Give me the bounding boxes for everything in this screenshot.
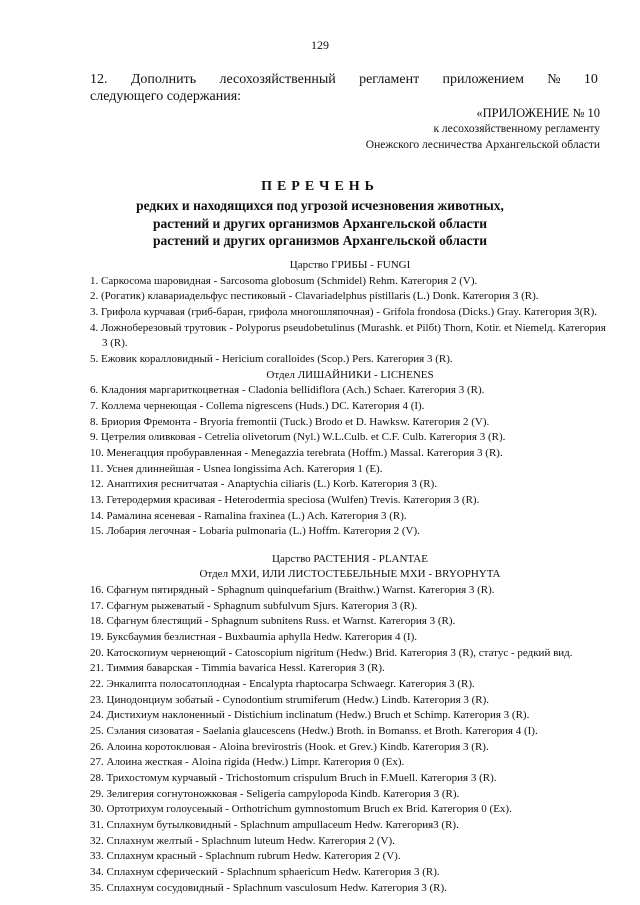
species-entry: 18. Сфагнум блестящий - Sphagnum subnitens Russ. et Warnst. Категория 3 (R).: [90, 615, 456, 628]
species-entry: 20. Катоскопиум чернеющий - Catoscopium nigritum (Hedw.) Brid. Категория 3 (R), статус - редкий вид.: [90, 646, 573, 659]
species-entry: 2. (Рогатик) клавариадельфус пестиковый - Clavariadelphus pistillaris (L.) Donk. Категория 3 (R).: [90, 290, 539, 303]
species-entry: 17. Сфагнум рыжеватый - Sphagnum subfulvum Sjurs. Категория 3 (R).: [90, 599, 418, 612]
species-list: [90, 258, 610, 896]
page-number: 129: [311, 38, 329, 52]
species-entry: 1. Саркосома шаровидная - Sarcosoma globosum (Schmidel) Rehm. Категория 2 (V).: [90, 274, 478, 287]
subtitle-line: растений и других организмов Архангельской области: [152, 215, 488, 231]
species-entry: 28. Трихостомум курчавый - Trichostomum crispulum Bruch in F.Muell. Категория 3 (R).: [90, 772, 497, 784]
intro-word: 10: [583, 72, 598, 87]
intro-paragraph: [90, 71, 598, 105]
species-entry: 3. Грифола курчавая (гриб-баран, грифола многошляпочная) - Grifola frondosa (Dicks.) Gray. Категория 3(R).: [90, 305, 598, 318]
species-entry: 22. Энкалипта полосатоплодная - Encalypta rhaptocarpa Schwaegr. Категория 3 (R).: [90, 678, 475, 691]
species-entry: 34. Сплахнум сферический - Splachnum sphaericum Hedw. Категория 3 (R).: [90, 865, 440, 878]
species-entry: 15. Лобария легочная - Lobaria pulmonaria (L.) Hoffm. Категория 2 (V).: [90, 525, 420, 538]
appendix-header: [366, 105, 600, 153]
section-heading: Царство РАСТЕНИЯ - PLANTAE: [272, 552, 428, 565]
intro-line-2: следующего содержания:: [90, 89, 242, 104]
intro-word: Дополнить: [130, 72, 197, 87]
section-spacer: [90, 540, 610, 552]
species-entry: 23. Цинодонциум зобатый - Cynodontium strumiferum (Hedw.) Lindb. Категория 3 (R).: [90, 693, 490, 706]
species-entry: 12. Анаптихия реснитчатая - Anaptychia ciliaris (L.) Korb. Категория 3 (R).: [90, 478, 438, 491]
species-entry: 30. Ортотрихум голоусеыый - Orthotrichum gymnostomum Bruch ex Brid. Категория 0 (Ex).: [90, 803, 512, 816]
appendix-line: «ПРИЛОЖЕНИЕ № 10: [476, 106, 600, 120]
intro-word: лесохозяйственный: [219, 72, 336, 87]
species-entry: 10. Менегацция пробуравленная - Menegazzia terebrata (Hoffm.) Massal. Категория 3 (R).: [90, 446, 503, 459]
intro-word: 12.: [90, 72, 108, 87]
species-entry: 27. Алоина жесткая - Aloina rigida (Hedw.) Limpr. Категория 0 (Ex).: [90, 756, 405, 769]
section-heading: Царство ГРИБЫ - FUNGI: [289, 259, 411, 271]
species-entry: 16. Сфагнум пятирядный - Sphagnum quinquefarium (Braithw.) Warnst. Категория 3 (R).: [90, 584, 495, 597]
species-entry: 11. Уснея длиннейшая - Usnea longissima Ach. Категория 1 (E).: [90, 462, 383, 475]
appendix-line: Онежского лесничества Архангельской области: [365, 139, 600, 151]
species-entry: 33. Сплахнум красный - Splachnum rubrum Hedw. Категория 2 (V).: [90, 850, 401, 863]
species-entry: 32. Сплахнум желтый - Splachnum luteum Hedw. Категория 2 (V).: [90, 834, 395, 847]
species-entry: 35. Сплахнум сосудовидный - Splachnum vasculosum Hedw. Категория 3 (R).: [90, 881, 447, 894]
species-entry: 9. Цетрелия оливковая - Cetrelia olivetorum (Nyl.) W.L.Culb. et C.F. Culb. Категория 3 (R).: [90, 431, 506, 444]
species-entry: 19. Буксбаумия безлистная - Buxbaumia aphylla Hedw. Категория 4 (I).: [90, 631, 417, 644]
subtitle-line: редких и находящихся под угрозой исчезновения животных,: [136, 198, 504, 213]
species-entry: 5. Ежовик коралловидный - Hericium coralloides (Scop.) Pers. Категория 3 (R).: [90, 352, 453, 365]
species-entry: 21. Тиммия баварская - Timmia bavarica Hessl. Категория 3 (R).: [90, 662, 385, 675]
species-entry: 14. Рамалина ясеневая - Ramalina fraxinea (L.) Ach. Категория 3 (R).: [90, 509, 407, 522]
species-entry: 31. Сплахнум бутылковидный - Splachnum ampullaceum Hedw. Категория3 (R).: [90, 818, 459, 831]
document-title: ПЕРЕЧЕНЬ: [261, 179, 379, 194]
species-entry: 6. Кладония маргариткоцветная - Cladonia bellidiflora (Ach.) Schaer. Категория 3 (R).: [90, 384, 485, 397]
species-entry: 24. Дистихиум наклоненный - Distichium inclinatum (Hedw.) Bruch et Schimp. Категория 3 (R).: [90, 709, 530, 722]
intro-word: приложением: [442, 72, 524, 87]
species-entry: 8. Бриория Фремонта - Bryoria fremontii (Tuck.) Brodo et D. Hawksw. Категория 2 (V).: [90, 415, 490, 428]
intro-word: регламент: [359, 72, 420, 87]
species-entry: 4. Ложноберезовый трутовик - Polyporus pseudobetulinus (Murashk. et Pilбt) Thorn, Kotir. et Niemelд. Категория 3 (R).: [90, 321, 606, 350]
subtitle-line: растений и других организмов Архангельской области: [152, 233, 488, 248]
section-subheading: Отдел МХИ, ИЛИ ЛИСТОСТЕБЕЛЬНЫЕ МХИ - BRYOPHYTA: [199, 568, 501, 581]
section-heading: Отдел ЛИШАЙНИКИ - LICHENES: [266, 368, 434, 381]
species-entry: 25. Сэлания сизоватая - Saelania glaucescens (Hedw.) Broth. in Bomanss. et Broth. Категория 4 (I).: [90, 725, 538, 738]
intro-line-1: [90, 71, 598, 88]
document-subtitle: [0, 197, 640, 250]
intro-word: №: [547, 72, 561, 87]
species-entry: 29. Зелигерия согнутоножковая - Seligeria campylopoda Kindb. Категория 3 (R).: [90, 787, 460, 800]
species-entry: 26. Алоина коротоклювая - Aloina brevirostris (Hook. et Grev.) Kindb. Категория 3 (R).: [90, 740, 489, 753]
appendix-line: к лесохозяйственному регламенту: [433, 123, 600, 135]
species-entry: 13. Гетеродермия красивая - Heterodermia speciosa (Wulfen) Trevis. Категория 3 (R).: [90, 493, 480, 506]
species-entry: 7. Коллема чернеющая - Collema nigrescens (Huds.) DC. Категория 4 (I).: [90, 399, 425, 412]
